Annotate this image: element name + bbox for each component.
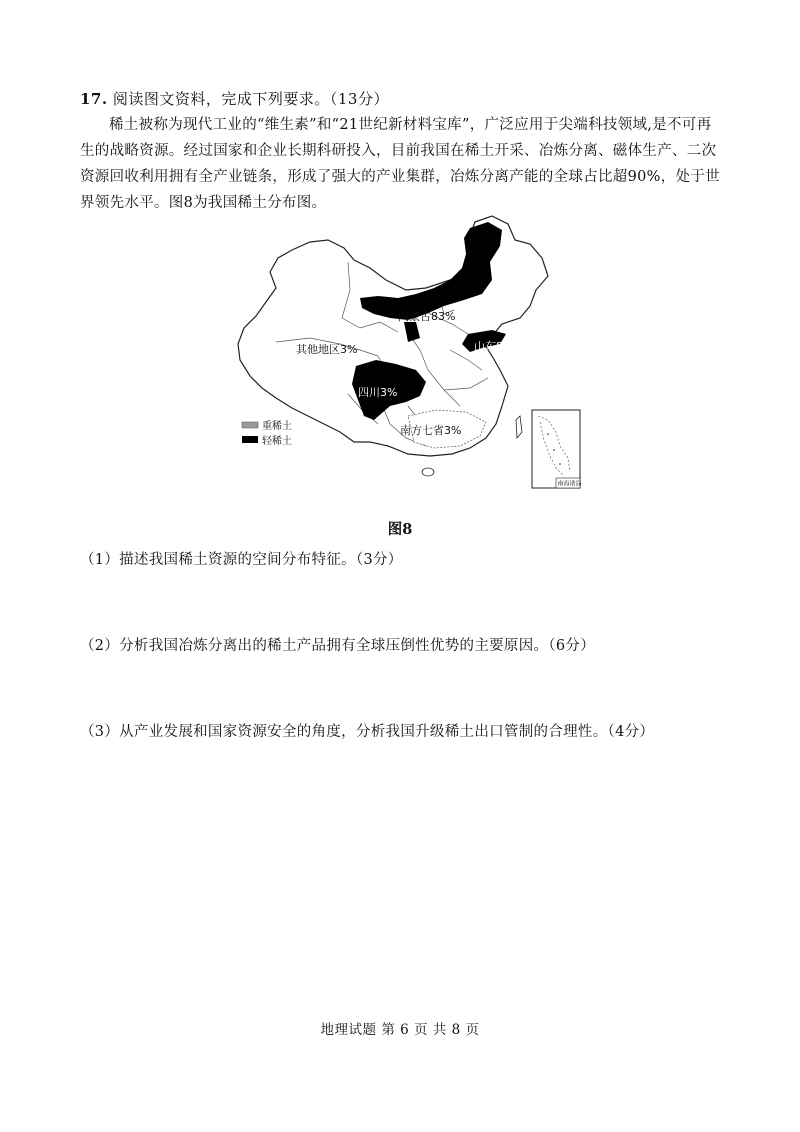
- label-other: 其他地区3%: [296, 343, 358, 356]
- label-shandong: 山东8%: [474, 340, 514, 353]
- legend-heavy-label: 重稀土: [262, 421, 292, 432]
- sub-question-1: （1）描述我国稀土资源的空间分布特征。（3分）: [80, 552, 403, 568]
- question-title: [80, 88, 389, 109]
- question-paragraph: 稀土被称为现代工业的“维生素”和“21世纪新材料宝库”，广泛应用于尖端科技领域,是不可再生的战略资源。经过国家和企业长期科研投入，目前我国在稀土开采、冶炼分离、磁体生产、二次资源回收利用拥有全产业链条，形成了强大的产业集群，冶炼分离产能的全球占比超90%，处于世界领先水平。图8为我国稀土分布图。: [80, 117, 720, 211]
- legend-light-label: 轻稀土: [262, 436, 292, 447]
- page-footer: 地理试题 第 6 页 共 8 页: [320, 1022, 480, 1038]
- figure-caption: 图8: [387, 521, 413, 538]
- legend-light-swatch: [242, 436, 258, 443]
- sub-question-2: （2）分析我国冶炼分离出的稀土产品拥有全球压倒性优势的主要原因。（6分）: [80, 638, 595, 654]
- label-neimenggu: 内蒙古83%: [398, 310, 456, 323]
- map-legend: [242, 419, 292, 447]
- legend-heavy-swatch: [242, 422, 258, 428]
- south-china-sea-inset: [532, 410, 582, 488]
- sub-question-3: （3）从产业发展和国家资源安全的角度，分析我国升级稀土出口管制的合理性。（4分）: [80, 724, 655, 740]
- question-title-text: 阅读图文资料，完成下列要求。（13分）: [112, 90, 389, 108]
- rare-earth-distribution-map: [230, 210, 590, 500]
- inset-label: 南海诸岛: [557, 480, 582, 488]
- label-south: 南方七省3%: [400, 424, 462, 437]
- question-number: 17.: [80, 90, 108, 108]
- label-sichuan: 四川3%: [358, 386, 398, 399]
